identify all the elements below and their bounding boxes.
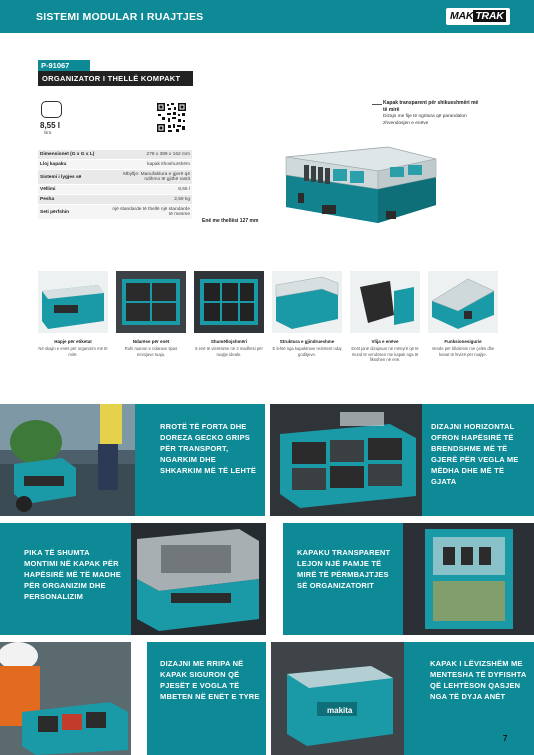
feature-title: Shumëllojshmëri — [210, 339, 248, 344]
organizer-product-image — [278, 135, 440, 235]
feature-title: Ndarëse për enët — [132, 339, 170, 344]
feature-title: Struktura e gjindrueshme — [279, 339, 335, 344]
feature-panel-mounting — [0, 523, 131, 635]
specs-table — [38, 150, 192, 220]
feature-title: Vlija e enëve — [371, 339, 399, 344]
panel-text: PIKA TË SHUMTA MONTIMI NË KAPAK PËR HAPËSIRË MË TË MADHE PËR ORGANIZIM DHE PERSONALIZIM — [24, 548, 121, 601]
brand-logo-text-b: TRAK — [475, 10, 504, 22]
table-row — [38, 205, 192, 220]
table-row — [38, 195, 192, 205]
feature-image — [116, 271, 186, 333]
feature-desc: 5 enë të vlerësime në 2 madhësi për ruajtje ideale. — [195, 346, 263, 357]
photo-lid-mounting — [131, 523, 266, 635]
feature-desc: Në skajin e enës për organizim më të mirë. — [38, 346, 108, 357]
photo-worker-helmet — [0, 642, 131, 755]
volume-unit: litra — [44, 130, 52, 135]
feature-desc: Enët janë dizajnuar në mënyrë që të mund të vendosen me kapak nga të fiksohen në enë. — [351, 346, 419, 362]
feature-panel-transparent-lid — [283, 523, 403, 635]
photo-worker-cart — [0, 404, 135, 516]
product-code-badge — [38, 60, 90, 71]
photo-stacked-organizers — [403, 523, 534, 635]
volume-icon — [41, 101, 62, 118]
panel-text: DIZAJNI HORIZONTAL OFRON HAPËSIRË TË BRENDSHME MË TË GJERË PËR VEGLA ME MËDHA DHE MË TË GJATA — [431, 422, 519, 486]
volume-value: 8,55 l — [40, 121, 61, 130]
qr-code-icon[interactable] — [156, 102, 187, 133]
depth-label: Enë me thellësi 127 mm — [202, 218, 259, 224]
feature-panel-straps — [147, 642, 266, 755]
panel-text: RROTË TË FORTA DHE DOREZA GECKO GRIPS PËR TRANSPORT, NGARKIM DHE SHKARKIM MË TË LEHTË — [160, 422, 257, 475]
panel-text: KAPAK I LËVIZSHËM ME MENTESHA TË DYFISHTA QË LEHTËSON QASJEN NGA TË DYJA ANËT — [430, 659, 527, 701]
spec-key: Vëllimi — [38, 185, 108, 195]
spec-key: Dimensionet (G x G x L) — [38, 150, 108, 160]
feature-desc: E lehtë nga kapaktrave rezistent ndaj goditjeve. — [272, 346, 342, 357]
page-number: 7 — [503, 734, 508, 743]
spec-value: 8,55 l — [108, 185, 192, 195]
spec-value: 278 x 389 x 162 mm — [108, 150, 192, 160]
callout-line — [372, 104, 382, 105]
feature-image — [428, 271, 498, 333]
photo-open-organizer — [270, 404, 422, 516]
spec-value: Mbyllje: Manufaktura e gjerë që ndihmo të gjithë rastit — [108, 170, 192, 185]
table-row — [38, 160, 192, 170]
feature-image — [272, 271, 342, 333]
feature-desc: Vende për bllokimin me çelës dhe kanat të lëvizë për ruajtje. — [431, 346, 495, 357]
spec-value: kapak ithoshurshëm — [108, 160, 192, 170]
panel-text: KAPAKU TRANSPARENT LEJON NJË PAMJE TË MIRË TË PËRMBAJTJES SË ORGANIZATORIT — [297, 548, 391, 590]
spec-value: një standarde të thellë një standarde të mesme — [108, 205, 192, 220]
table-row — [38, 185, 192, 195]
feature-title: Hapje për etiketat — [54, 339, 92, 344]
feature-panel-hinges — [404, 642, 534, 755]
feature-image — [194, 271, 264, 333]
table-row — [38, 170, 192, 185]
page-header — [0, 0, 534, 33]
product-title: ORGANIZATOR I THELLË KOMPAKT — [42, 74, 181, 83]
spec-value: 2,59 kg — [108, 195, 192, 205]
product-title-bar — [38, 71, 193, 86]
svg-text:makita: makita — [327, 706, 353, 715]
brand-logo-text-a: MAK — [450, 10, 474, 22]
spec-key: Seti përfshin — [38, 205, 108, 220]
feature-panel-horizontal — [422, 404, 534, 516]
spec-key: Lloj kapaku — [38, 160, 108, 170]
feature-title: Funksionesigurie — [444, 339, 482, 344]
spec-key: Sistemi i lygjes së — [38, 170, 108, 185]
callout-title: Kapak transparent për shikueshmëri më të mirë — [383, 100, 479, 113]
product-code: P-91067 — [41, 61, 70, 70]
section-title: SISTEMI MODULAR I RUAJTJES — [36, 11, 204, 23]
photo-closed-organizer — [271, 642, 404, 755]
feature-desc: Ruhi ruanon e ndarave tipas nevojave tuaja. — [124, 346, 178, 357]
brand-logo — [446, 8, 510, 25]
callout-text: Dizajn me fije të ngritura që parandalon zhvendosjen e enëve — [383, 114, 467, 126]
table-row — [38, 150, 192, 160]
panel-text: DIZAJNI ME RRIPA NË KAPAK SIGURON QË PJESËT E VOGLA TË MBETEN NË ENËT E TYRE — [160, 659, 260, 701]
feature-image — [38, 271, 108, 333]
spec-key: Pesha — [38, 195, 108, 205]
feature-image — [350, 271, 420, 333]
feature-panel-wheels — [135, 404, 265, 516]
